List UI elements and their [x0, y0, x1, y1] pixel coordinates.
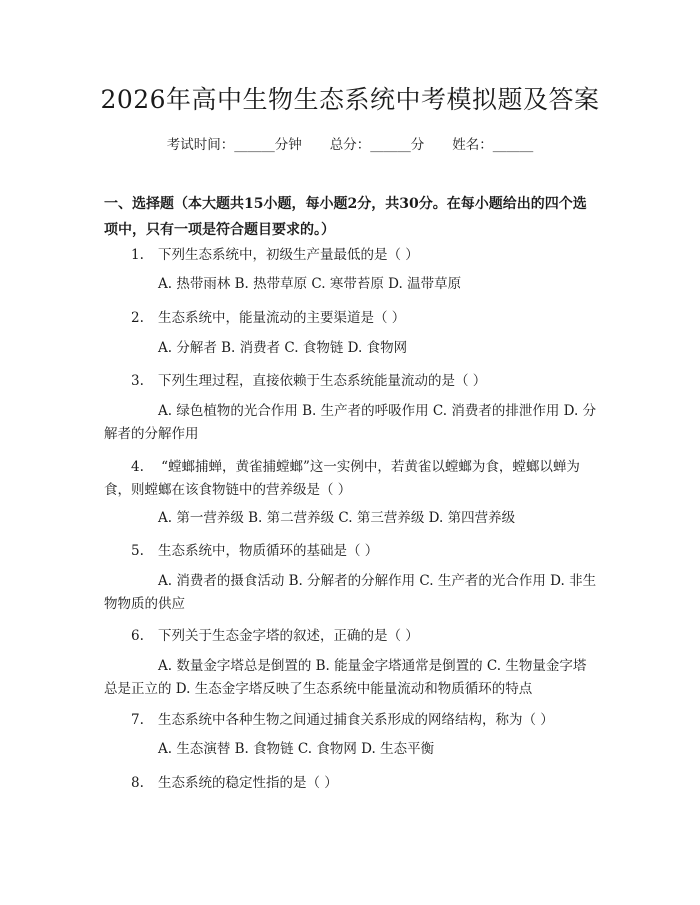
question-text: 下列生态系统中，初级生产量最低的是（ ）: [158, 247, 419, 263]
exam-time-field: 考试时间：______分钟: [166, 137, 302, 153]
question-text: 生态系统中各种生物之间通过捕食关系形成的网络结构，称为（ ）: [158, 712, 554, 728]
student-name-field: 姓名：______: [452, 137, 534, 153]
question-2: [104, 307, 599, 330]
question-number: 5.: [131, 543, 144, 559]
exam-meta: [0, 133, 700, 153]
question-text: 生态系统中，能量流动的主要渠道是（ ）: [158, 310, 406, 326]
question-text: 下列关于生态金字塔的叙述，正确的是（ ）: [158, 628, 419, 644]
question-6-options: A. 数量金字塔总是倒置的 B. 能量金字塔通常是倒置的 C. 生物量金字塔总是正立的 D. 生态金字塔反映了生态系统中能量流动和物质循环的特点: [104, 658, 587, 697]
question-number: 6.: [131, 628, 144, 644]
question-text: 下列生理过程，直接依赖于生态系统能量流动的是（ ）: [158, 373, 487, 389]
question-number: 2.: [131, 310, 144, 326]
question-1: [104, 244, 599, 267]
question-number: 8.: [131, 775, 144, 791]
question-6: [104, 625, 599, 648]
question-7: [104, 709, 599, 732]
question-2-options: A. 分解者 B. 消费者 C. 食物链 D. 食物网: [158, 340, 408, 356]
question-number: 3.: [131, 373, 144, 389]
question-4-options: A. 第一营养级 B. 第二营养级 C. 第三营养级 D. 第四营养级: [158, 510, 516, 526]
section-heading: 一、选择题（本大题共15小题，每小题2分，共30分。在每小题给出的四个选项中，只有一项是符合题目要求的。）: [104, 196, 587, 238]
page-title: 2026年高中生物生态系统中考模拟题及答案: [100, 85, 600, 114]
question-8: [104, 772, 599, 795]
question-5-options: A. 消费者的摄食活动 B. 分解者的分解作用 C. 生产者的光合作用 D. 非生物物质的供应: [104, 573, 597, 612]
question-4: [104, 456, 599, 502]
question-text: “螳螂捕蝉，黄雀捕螳螂”这一实例中，若黄雀以螳螂为食，螳螂以蝉为食，则螳螂在该食物链中的营养级是（ ）: [104, 459, 580, 498]
question-1-options: A. 热带雨林 B. 热带草原 C. 寒带苔原 D. 温带草原: [158, 276, 462, 292]
question-5: [104, 540, 599, 563]
question-number: 1.: [131, 247, 144, 263]
total-score-field: 总分：______分: [329, 137, 425, 153]
question-text: 生态系统中，物质循环的基础是（ ）: [158, 543, 379, 559]
question-3: [104, 370, 599, 393]
question-3-options: A. 绿色植物的光合作用 B. 生产者的呼吸作用 C. 消费者的排泄作用 D. 分解者的分解作用: [104, 403, 597, 442]
question-number: 7.: [131, 712, 144, 728]
question-text: 生态系统的稳定性指的是（ ）: [158, 775, 338, 791]
question-7-options: A. 生态演替 B. 食物链 C. 食物网 D. 生态平衡: [158, 741, 435, 757]
question-number: 4.: [131, 459, 144, 475]
